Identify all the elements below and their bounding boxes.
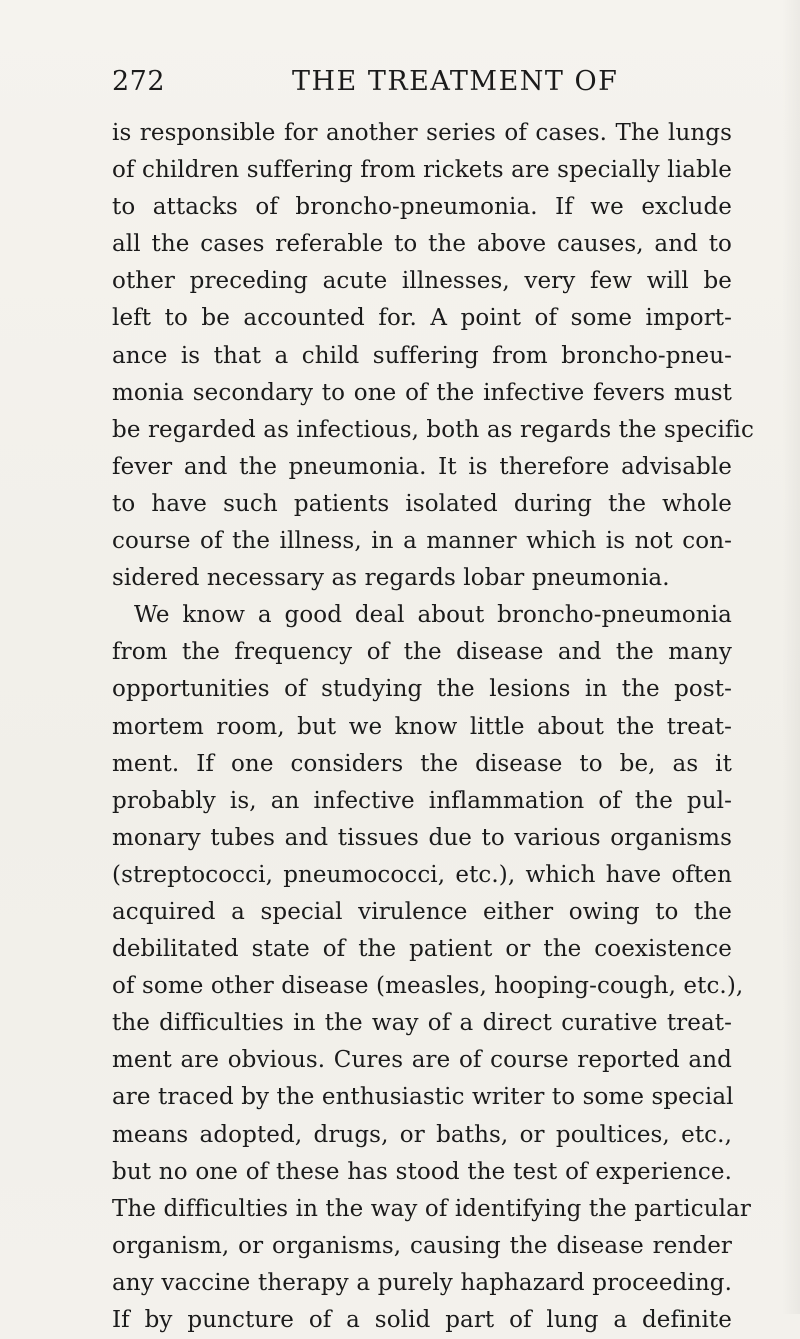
page-edge-shadow: [782, 0, 800, 1314]
text-line: all the cases referable to the above causes, and to: [112, 231, 732, 258]
text-line: left to be accounted for. A point of some import-: [112, 305, 732, 332]
text-line: to attacks of broncho-pneumonia. If we exclude: [112, 194, 732, 221]
text-line: acquired a special virulence either owing to the: [112, 898, 732, 925]
text-line: monia secondary to one of the infective fevers must: [112, 379, 732, 406]
text-line: but no one of these has stood the test of experience.: [112, 1158, 732, 1185]
text-line: opportunities of studying the lesions in the post-: [112, 676, 732, 703]
text-line: of some other disease (measles, hooping-cough, etc.),: [112, 973, 744, 1000]
text-line: monary tubes and tissues due to various organisms: [112, 824, 732, 851]
text-line: We know a good deal about broncho-pneumonia: [134, 602, 732, 629]
text-line: course of the illness, in a manner which is not con-: [112, 528, 732, 555]
body-text: [112, 115, 754, 1339]
text-line: be regarded as infectious, both as regards the specific: [112, 416, 754, 443]
running-head: THE TREATMENT OF: [292, 66, 619, 97]
text-line: sidered necessary as regards lobar pneumonia.: [112, 565, 670, 592]
text-line: ment. If one considers the disease to be, as it: [112, 750, 732, 777]
text-line: (streptococci, pneumococci, etc.), which have often: [112, 861, 732, 888]
text-line: debilitated state of the patient or the coexistence: [112, 936, 732, 963]
text-line: fever and the pneumonia. It is therefore advisable: [112, 453, 732, 480]
text-line: ance is that a child suffering from broncho-pneu-: [112, 342, 732, 369]
text-line: to have such patients isolated during the whole: [112, 490, 732, 517]
text-line: means adopted, drugs, or baths, or poultices, etc.,: [112, 1121, 732, 1148]
text-line: of children suffering from rickets are specially liable: [112, 157, 732, 184]
text-line: from the frequency of the disease and the many: [112, 639, 732, 666]
text-line: The difficulties in the way of identifying the particular: [112, 1195, 752, 1222]
page-number: 272: [112, 66, 166, 97]
text-line: are traced by the enthusiastic writer to some special: [112, 1084, 734, 1111]
text-line: mortem room, but we know little about the treat-: [112, 713, 732, 740]
text-line: any vaccine therapy a purely haphazard proceeding.: [112, 1269, 732, 1296]
text-line: other preceding acute illnesses, very few will be: [112, 268, 732, 295]
text-line: the difficulties in the way of a direct curative treat-: [112, 1010, 732, 1037]
text-line: If by puncture of a solid part of lung a definite: [112, 1307, 732, 1333]
text-line: organism, or organisms, causing the disease render: [112, 1232, 732, 1259]
text-line: is responsible for another series of cases. The lungs: [112, 120, 732, 146]
text-line: ment are obvious. Cures are of course reported and: [112, 1047, 732, 1074]
page-header: [112, 62, 728, 102]
text-line: probably is, an infective inflammation of the pul-: [112, 787, 732, 814]
